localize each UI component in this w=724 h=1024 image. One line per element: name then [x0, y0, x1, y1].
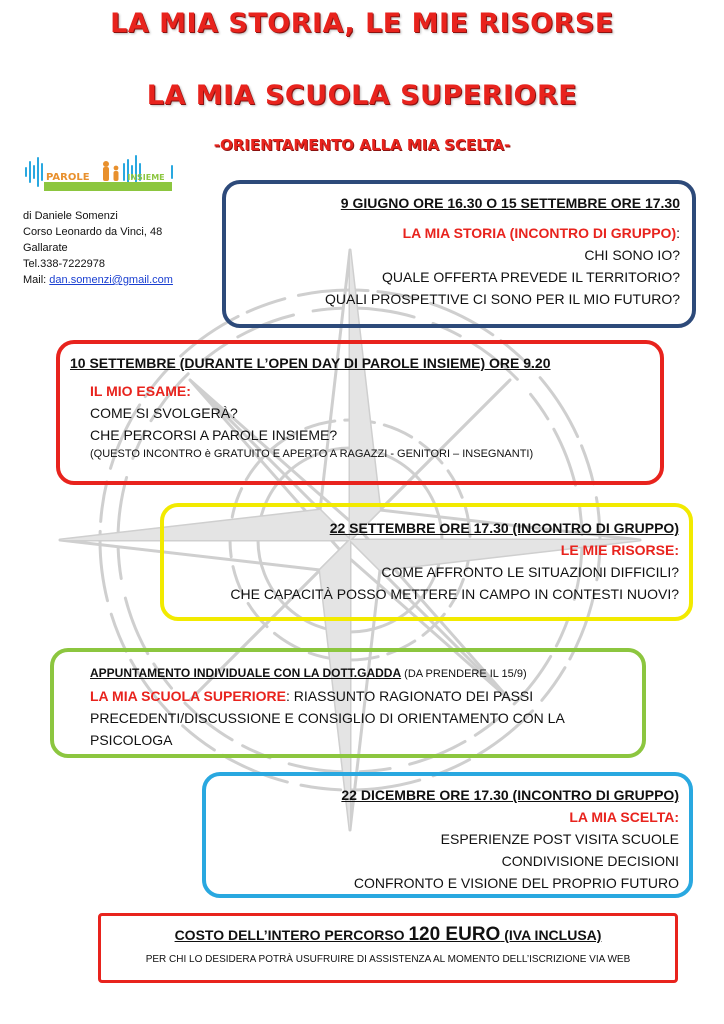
- contact-phone: Tel.338-7222978: [23, 258, 105, 270]
- session-line: CHI SONO IO?: [584, 247, 680, 263]
- session-text: : RIASSUNTO RAGIONATO DEI PASSI: [286, 688, 534, 704]
- session-topic-row: [90, 685, 632, 707]
- session-head-row: [90, 662, 632, 685]
- contact-city: Gallarate: [23, 242, 68, 254]
- session-topic-suffix: :: [676, 225, 680, 241]
- session-note: (QUESTO INCONTRO è GRATUITO E APERTO A RAGAZZI - GENITORI – INSEGNANTI): [90, 448, 534, 460]
- session-box-la-mia-storia: [222, 180, 696, 328]
- logo-word2: INSIEME: [127, 173, 165, 182]
- session-box-la-mia-scelta: [202, 772, 693, 898]
- parole-insieme-logo: [24, 152, 176, 196]
- session-date: 10 SETTEMBRE (DURANTE L’OPEN DAY DI PAROLE INSIEME) ORE 9.20: [70, 355, 551, 371]
- cost-note: PER CHI LO DESIDERA POTRÀ USUFRUIRE DI ASSISTENZA AL MOMENTO DELL’ISCRIZIONE VIA WEB: [145, 954, 631, 965]
- logo-word1: PAROLE: [46, 172, 90, 183]
- session-date: APPUNTAMENTO INDIVIDUALE CON LA DOTT.GADDA: [90, 666, 402, 680]
- contact-mail-row: [23, 272, 173, 288]
- session-topic: LA MIA STORIA (INCONTRO DI GRUPPO): [402, 225, 677, 241]
- session-date: 22 DICEMBRE ORE 17.30 (INCONTRO DI GRUPPO): [341, 787, 679, 803]
- session-line: QUALI PROSPETTIVE CI SONO PER IL MIO FUTURO?: [325, 291, 680, 307]
- session-topic: LA MIA SCUOLA SUPERIORE: [90, 688, 287, 704]
- cost-prefix: COSTO DELL’INTERO PERCORSO: [174, 927, 409, 943]
- session-line: QUALE OFFERTA PREVEDE IL TERRITORIO?: [382, 269, 680, 285]
- contact-mail-label: Mail:: [23, 274, 50, 286]
- session-head-note: (DA PRENDERE IL 15/9): [401, 668, 527, 680]
- session-topic-row: [236, 222, 680, 244]
- session-box-il-mio-esame: [56, 340, 664, 485]
- session-box-scuola-superiore: [50, 648, 646, 758]
- session-line: CONDIVISIONE DECISIONI: [501, 853, 679, 869]
- session-text: PRECEDENTI/DISCUSSIONE E CONSIGLIO DI ORIENTAMENTO CON LA: [90, 710, 565, 726]
- cost-amount: 120 EURO: [408, 924, 501, 945]
- session-text: PSICOLOGA: [90, 732, 173, 748]
- session-line: ESPERIENZE POST VISITA SCUOLE: [440, 831, 679, 847]
- session-body: [70, 380, 650, 462]
- session-topic: LA MIA SCELTA:: [569, 809, 679, 825]
- page-subtitle: -ORIENTAMENTO ALLA MIA SCELTA-: [213, 136, 511, 154]
- page-title: LA MIA STORIA, LE MIE RISORSE: [110, 8, 614, 39]
- session-topic: IL MIO ESAME:: [90, 383, 191, 399]
- contact-email-link[interactable]: dan.somenzi@gmail.com: [49, 274, 173, 286]
- page-title-line2: LA MIA SCUOLA SUPERIORE: [146, 80, 578, 111]
- cost-box: [98, 913, 678, 983]
- session-date: 22 SETTEMBRE ORE 17.30 (INCONTRO DI GRUPPO): [329, 520, 679, 536]
- session-box-le-mie-risorse: [160, 503, 693, 621]
- cost-suffix: (IVA INCLUSA): [500, 927, 602, 943]
- session-line: CONFRONTO E VISIONE DEL PROPRIO FUTURO: [353, 875, 679, 891]
- session-line: CHE CAPACITÀ POSSO METTERE IN CAMPO IN CONTESTI NUOVI?: [230, 586, 679, 602]
- session-line: CHE PERCORSI A PAROLE INSIEME?: [90, 427, 338, 443]
- cost-line: [111, 924, 665, 946]
- session-topic: LE MIE RISORSE:: [560, 542, 679, 558]
- session-line: COME AFFRONTO LE SITUAZIONI DIFFICILI?: [381, 564, 679, 580]
- contact-info: [23, 208, 173, 288]
- session-date: 9 GIUGNO ORE 16.30 O 15 SETTEMBRE ORE 17.30: [340, 195, 680, 211]
- session-line: COME SI SVOLGERÀ?: [90, 405, 238, 421]
- contact-address: Corso Leonardo da Vinci, 48: [23, 226, 163, 238]
- contact-author: di Daniele Somenzi: [23, 210, 118, 222]
